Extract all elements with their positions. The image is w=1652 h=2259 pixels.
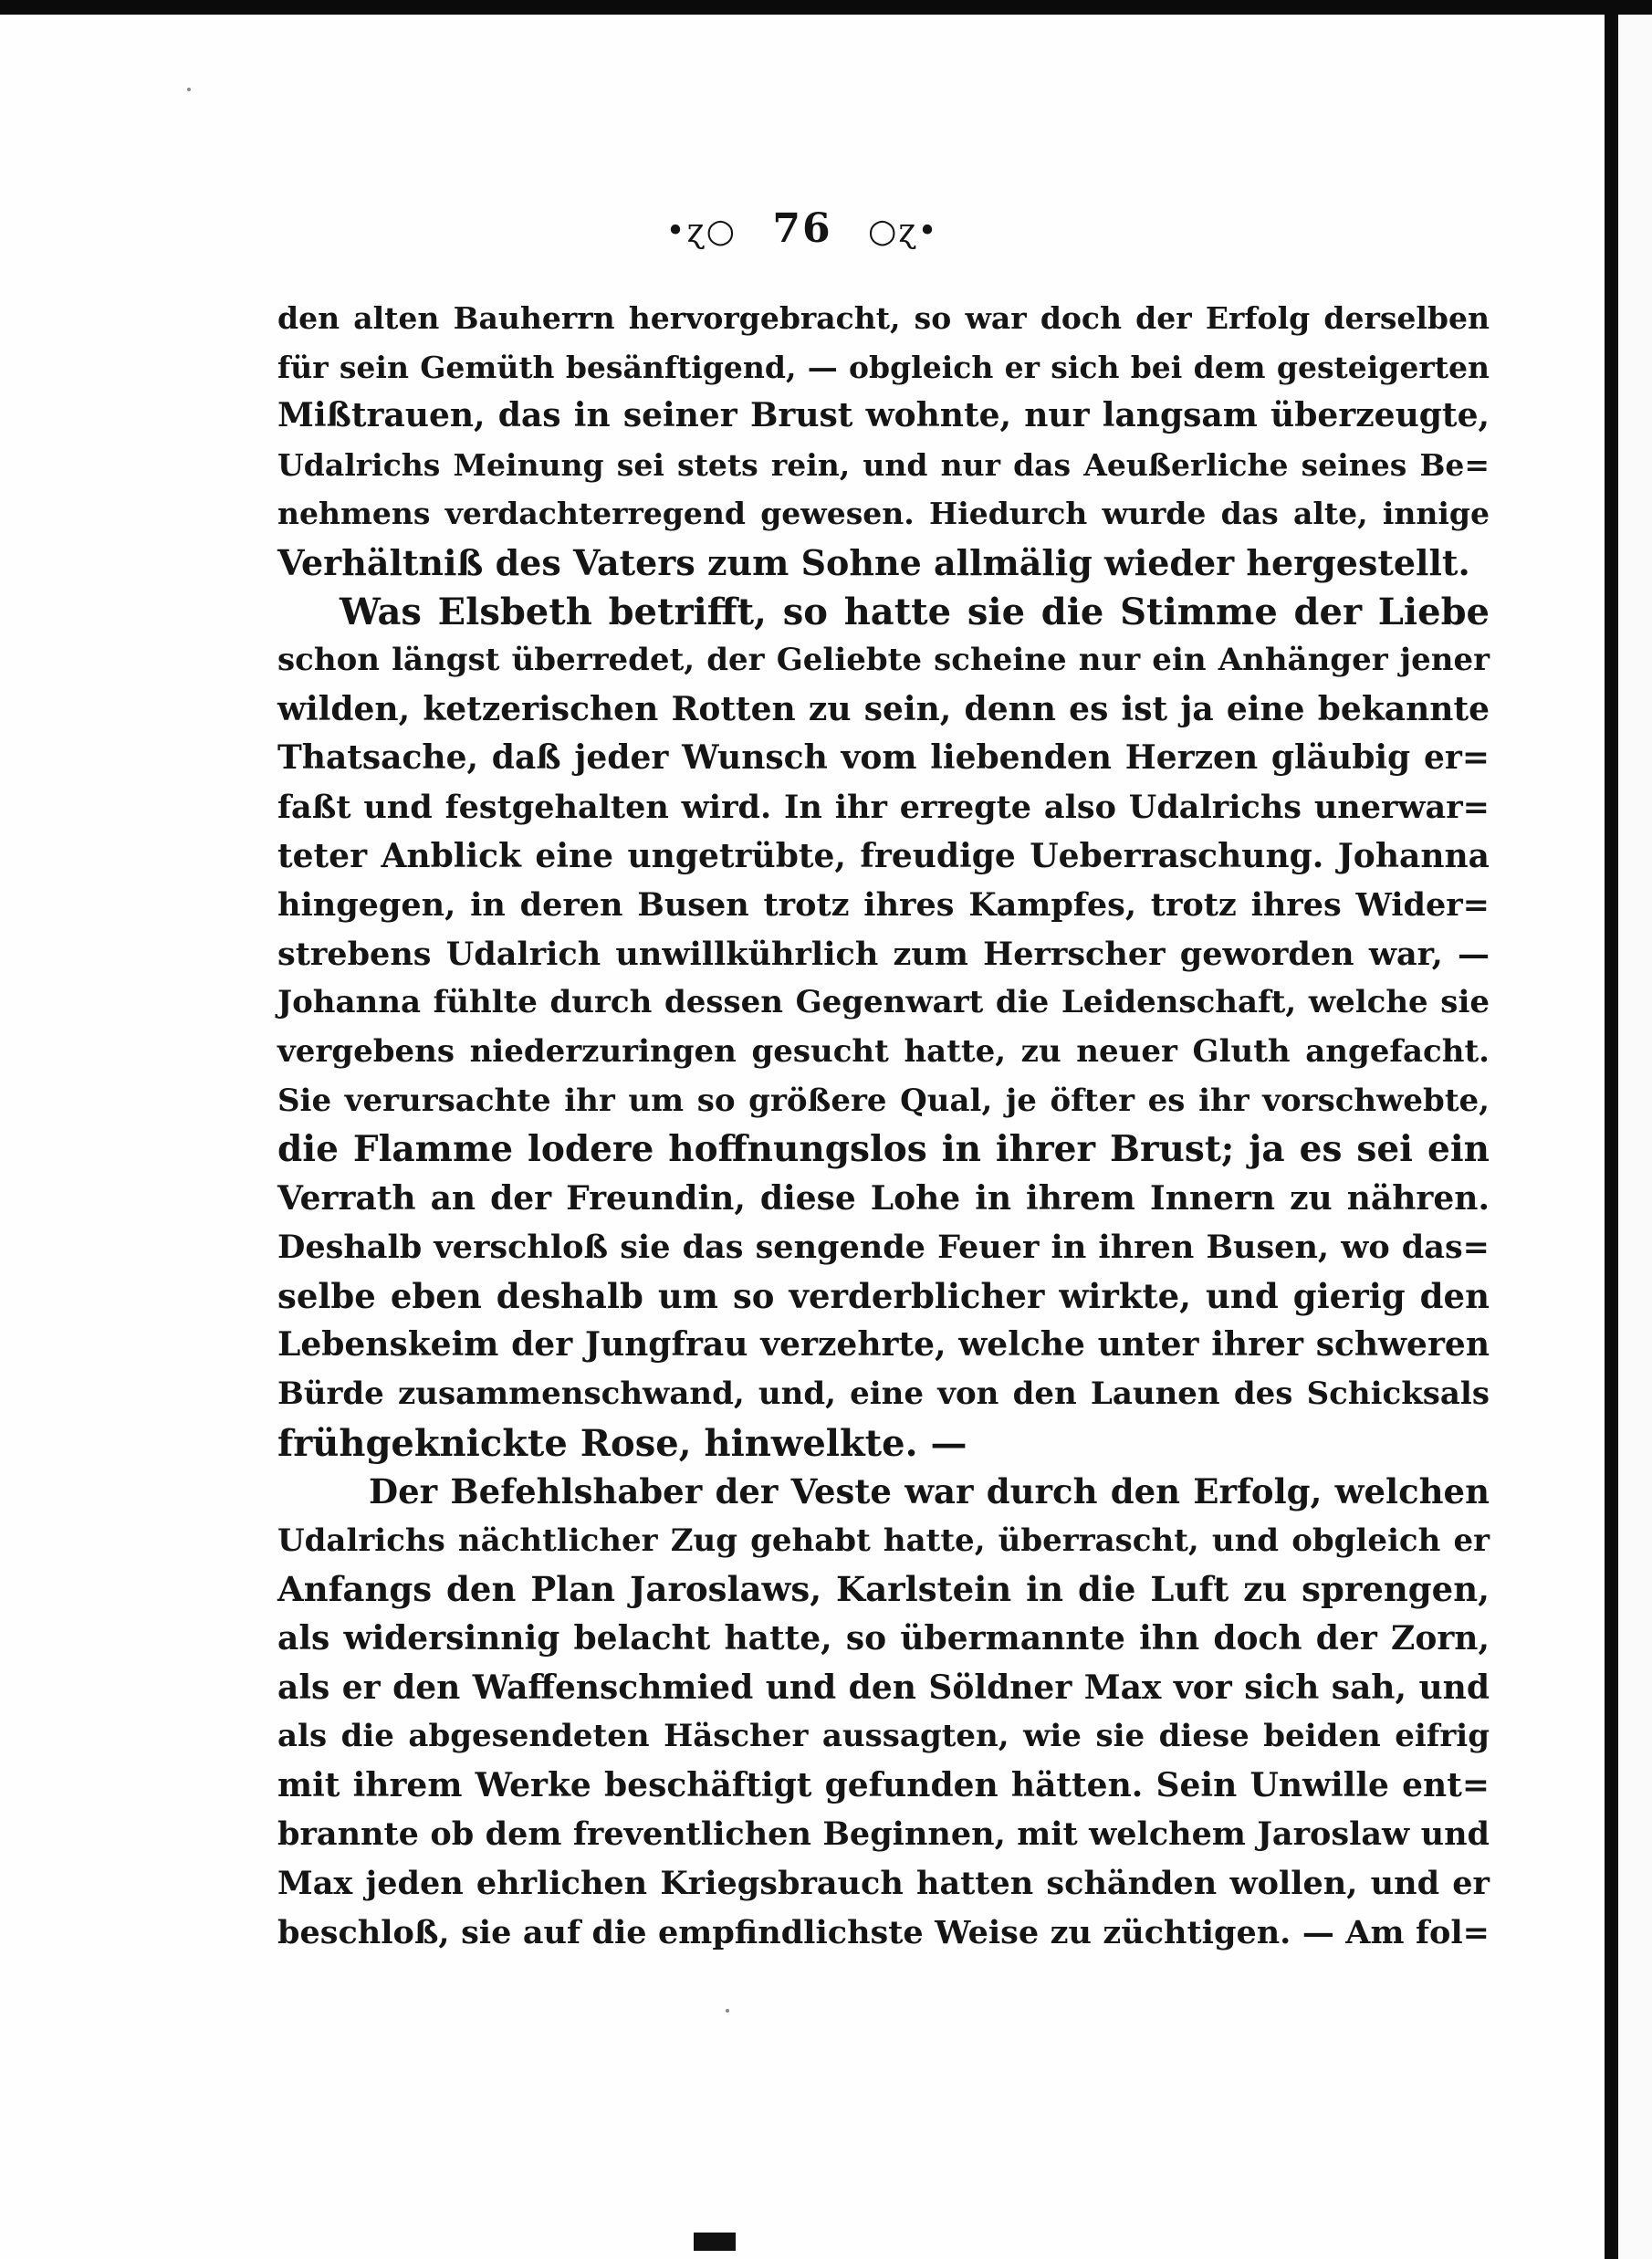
text-line: hingegen, in deren Busen trotz ihres Kampfes, trotz ihres Wider= <box>277 886 1490 925</box>
text-line: Thatsache, daß jeder Wunsch vom liebenden Herzen gläubig er= <box>277 738 1490 778</box>
text-line: als die abgesendeten Häscher aussagten, wie sie diese beiden eifrig <box>277 1718 1490 1755</box>
page-number: 76 <box>772 205 832 252</box>
text-line: Was Elsbeth betrifft, so hatte sie die Stimme der Liebe <box>340 590 1490 633</box>
text-line: Bürde zusammenschwand, und, eine von den Launen des Schicksals <box>277 1375 1490 1413</box>
text-line: selbe eben deshalb um so verderblicher wirkte, und gierig den <box>277 1275 1490 1316</box>
body-text <box>277 294 1490 1957</box>
text-line: als widersinnig belacht hatte, so übermannte ihn doch der Zorn, <box>277 1619 1490 1658</box>
text-line: vergebens niederzuringen gesucht hatte, zu neuer Gluth angefacht. <box>277 1032 1490 1070</box>
text-line: wilden, ketzerischen Rotten zu sein, denn es ist ja eine bekannte <box>277 689 1490 728</box>
scan-top-border <box>0 0 1652 15</box>
text-line: teter Anblick eine ungetrübte, freudige Ueberraschung. Johanna <box>277 836 1490 875</box>
text-line: frühgeknickte Rose, hinwelkte. — <box>277 1421 967 1465</box>
text-line: schon längst überredet, der Geliebte scheine nur ein Anhänger jener <box>277 642 1490 679</box>
text-line: für sein Gemüth besänftigend, — obgleich er sich bei dem gesteigerten <box>277 349 1490 385</box>
text-line: Udalrichs Meinung sei stets rein, und nur das Aeußerliche seines Be= <box>277 446 1490 483</box>
text-line: Udalrichs nächtlicher Zug gehabt hatte, überrascht, und obgleich er <box>277 1522 1490 1559</box>
text-line: Deshalb verschloß sie das sengende Feuer in ihren Busen, wo das= <box>277 1229 1490 1267</box>
text-line: Lebenskeim der Jungfrau verzehrte, welche unter ihrer schweren <box>277 1325 1490 1365</box>
text-line: Mißtrauen, das in seiner Brust wohnte, nur langsam überzeugte, <box>277 396 1490 435</box>
text-line: Verhältniß des Vaters zum Sohne allmälig wieder hergestellt. <box>277 541 1470 583</box>
text-line: Verrath an der Freundin, diese Lohe in ihrem Innern zu nähren. <box>277 1178 1490 1218</box>
text-line: Der Befehlshaber der Veste war durch den Erfolg, welchen <box>369 1471 1490 1512</box>
text-line: brannte ob dem freventlichen Beginnen, mit welchem Jaroslaw und <box>277 1815 1490 1854</box>
text-line: Max jeden ehrlichen Kriegsbrauch hatten schänden wollen, und er <box>277 1865 1490 1902</box>
binding-mark <box>694 2233 736 2251</box>
text-line: mit ihrem Werke beschäftigt gefunden hätten. Sein Unwille ent= <box>277 1765 1490 1804</box>
text-line: strebens Udalrich unwillkührlich zum Herrscher geworden war, — <box>277 935 1490 973</box>
text-line: den alten Bauherrn hervorgebracht, so war doch der Erfolg derselben <box>277 300 1490 336</box>
text-line: Sie verursachte ihr um so größere Qual, je öfter es ihr vorschwebte, <box>277 1082 1490 1119</box>
scan-right-strip <box>1615 15 1652 2259</box>
text-line: faßt und festgehalten wird. In ihr erregte also Udalrichs unerwar= <box>277 788 1490 826</box>
scan-speck <box>726 2009 729 2013</box>
text-line: die Flamme lodere hoffnungslos in ihrer Brust; ja es sei ein <box>277 1128 1490 1171</box>
text-line: nehmens verdachterregend gewesen. Hiedurch wurde das alte, innige <box>277 496 1490 532</box>
text-line: Johanna fühlte durch dessen Gegenwart die Leidenschaft, welche sie <box>277 984 1490 1021</box>
text-line: als er den Waffenschmied und den Söldner Max vor sich sah, und <box>277 1668 1490 1707</box>
ornament-left-icon: •ɀ○ <box>665 213 737 250</box>
text-line: Anfangs den Plan Jaroslaws, Karlstein in die Luft zu sprengen, <box>277 1569 1490 1610</box>
page-header <box>0 205 1605 252</box>
ornament-right-icon: ○ɀ• <box>867 213 939 250</box>
scan-speck <box>187 88 191 91</box>
text-line: beschloß, sie auf die empfindlichste Weise zu züchtigen. — Am fol= <box>277 1913 1490 1951</box>
